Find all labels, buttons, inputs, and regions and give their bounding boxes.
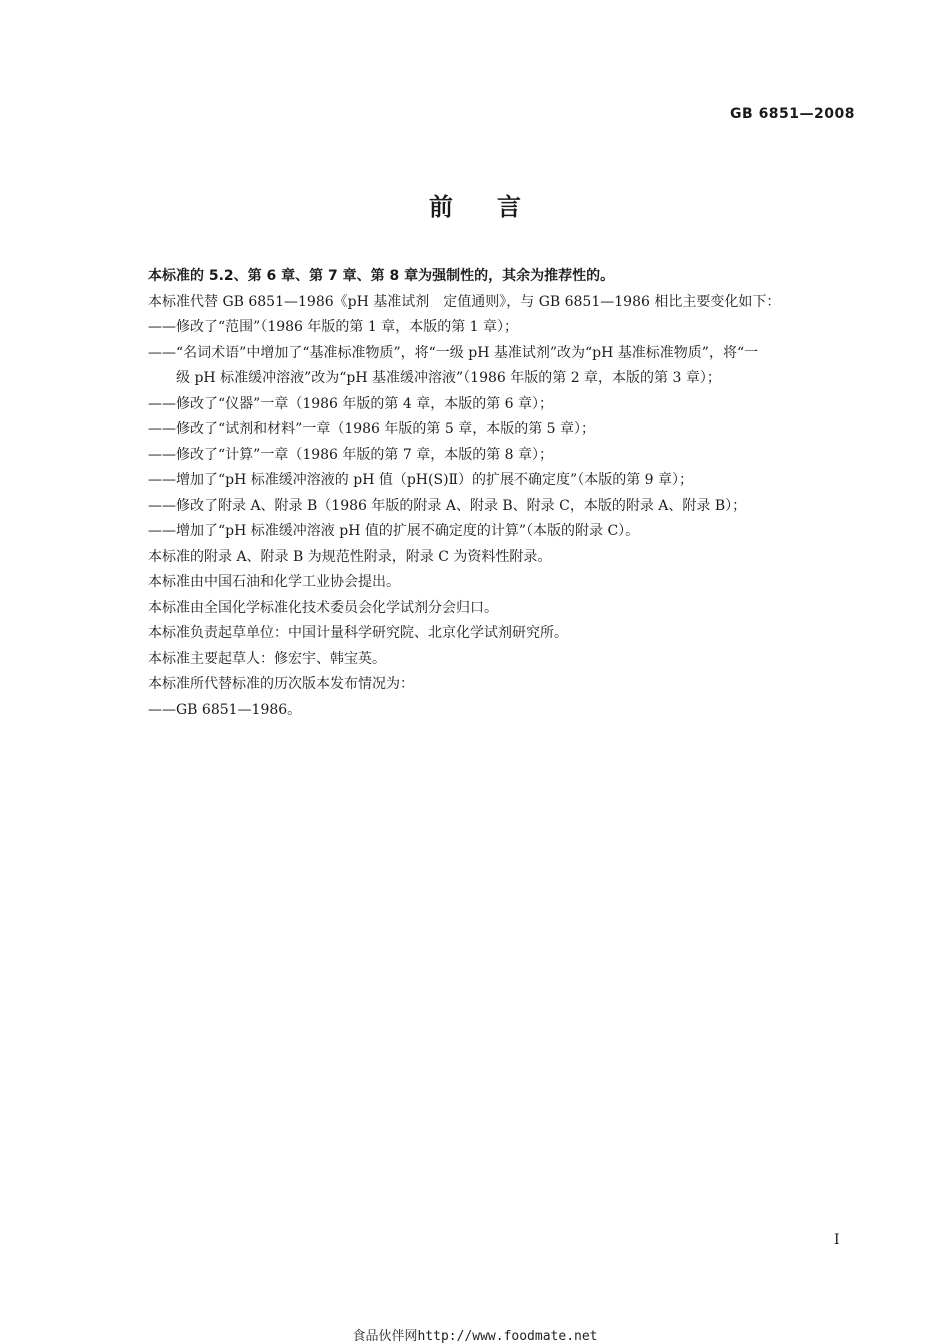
list-item: ——修改了“范围”（1986 年版的第 1 章，本版的第 1 章）； (148, 319, 519, 335)
list-item: ——增加了“pH 标准缓冲溶液 pH 值的扩展不确定度的计算”（本版的附录 C）。 (148, 523, 640, 539)
text-line: 本标准主要起草人：修宏宇、韩宝英。 (148, 650, 386, 667)
list-item: ——增加了“pH 标准缓冲溶液的 pH 值（pH(S)Ⅱ）的扩展不确定度”（本版的第 9 章）； (148, 472, 694, 488)
list-item: ——修改了“试剂和材料”一章（1986 年版的第 5 章，本版的第 5 章）； (148, 421, 596, 437)
text-line: 本标准代替 GB 6851—1986《pH 基准试剂 定值通则》，与 GB 6851—1986 相比主要变化如下： (148, 293, 781, 310)
text-line: 本标准的附录 A、附录 B 为规范性附录，附录 C 为资料性附录。 (148, 548, 552, 565)
page-title: 前言 (429, 193, 565, 221)
text-line: 本标准负责起草单位：中国计量科学研究院、北京化学试剂研究所。 (148, 625, 568, 641)
text-line: 本标准的 5.2、第 6 章、第 7 章、第 8 章为强制性的，其余为推荐性的。 (148, 268, 615, 284)
text-line: 本标准由中国石油和化学工业协会提出。 (148, 574, 400, 590)
standard-number: GB 6851—2008 (730, 106, 855, 122)
footer-watermark: 食品伙伴网http://www.foodmate.net (352, 1329, 598, 1344)
list-item: ——修改了“仪器”一章（1986 年版的第 4 章，本版的第 6 章）； (148, 395, 554, 412)
foreword-body (148, 264, 868, 723)
page-number: I (834, 1232, 840, 1248)
text-line: 本标准由全国化学标准化技术委员会化学试剂分会归口。 (148, 599, 498, 616)
list-item: ——GB 6851—1986。 (148, 701, 302, 718)
list-item-continuation: 级 pH 标准缓冲溶液”改为“pH 基准缓冲溶液”（1986 年版的第 2 章，本版的第 3 章）； (176, 370, 721, 386)
list-item: ——“名词术语”中增加了“基准标准物质”，将“一级 pH 基准试剂”改为“pH 基准标准物质”，将“一 (148, 344, 759, 361)
list-item: ——修改了附录 A、附录 B（1986 年版的附录 A、附录 B、附录 C，本版的附录 A、附录 B）； (148, 497, 747, 514)
text-line: 本标准所代替标准的历次版本发布情况为： (148, 676, 414, 692)
list-item: ——修改了“计算”一章（1986 年版的第 7 章，本版的第 8 章）； (148, 446, 554, 463)
